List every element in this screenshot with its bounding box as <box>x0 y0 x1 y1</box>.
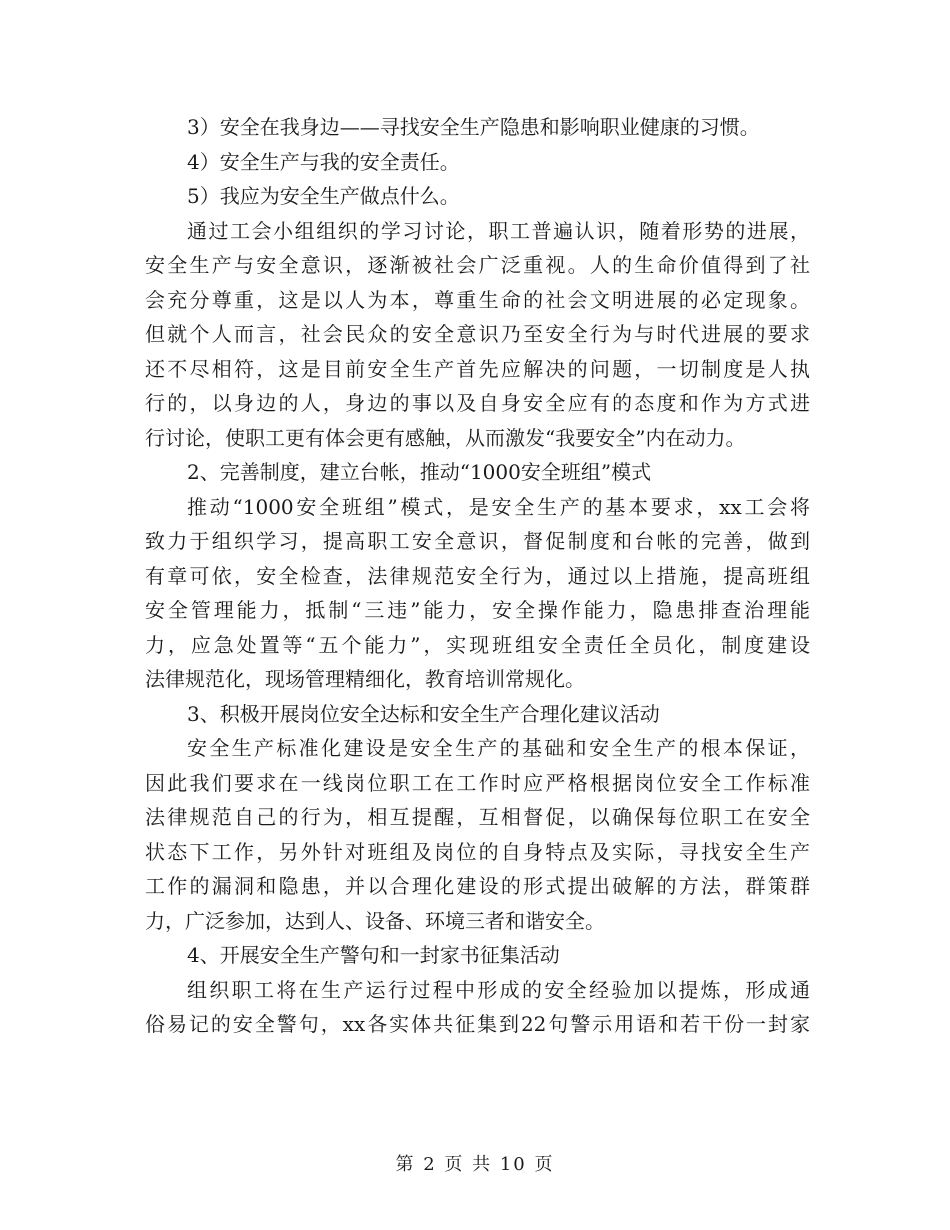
paragraph <box>145 110 810 145</box>
text-line: 2、完善制度，建立台帐，推动“1000安全班组”模式 <box>187 460 652 484</box>
text-line: 5）我应为安全生产做点什么。 <box>187 184 460 208</box>
text-line: 会充分尊重，这是以人为本，尊重生命的社会文明进展的必定现象。 <box>145 287 810 312</box>
text-line: 4）安全生产与我的安全责任。 <box>187 149 460 174</box>
text-line: 致力于组织学习，提高职工安全意识，督促制度和台帐的完善，做到 <box>145 529 810 553</box>
text-line: 俗易记的安全警句，xx各实体共征集到22句警示用语和若干份一封家 <box>145 1012 810 1036</box>
text-line: 力，广泛参加，达到人、设备、环境三者和谐安全。 <box>145 908 605 933</box>
paragraph <box>145 697 810 732</box>
text-line: 因此我们要求在一线岗位职工在工作时应严格根据岗位安全工作标准 <box>145 770 810 795</box>
document-body <box>145 110 810 1042</box>
text-line: 4、开展安全生产警句和一封家书征集活动 <box>187 943 560 967</box>
text-line: 有章可依，安全检查，法律规范安全行为，通过以上措施，提高班组 <box>145 563 810 588</box>
paragraph <box>145 938 810 973</box>
text-line: 安全生产标准化建设是安全生产的基础和安全生产的根本保证， <box>187 736 810 760</box>
paragraph <box>145 455 810 490</box>
text-line: 安全管理能力，抵制“三违”能力，安全操作能力，隐患排查治理能 <box>145 598 810 622</box>
paragraph <box>145 731 810 938</box>
text-line: 工作的漏洞和隐患，并以合理化建设的形式提出破解的方法，群策群 <box>145 874 810 898</box>
text-line: 法律规范化，现场管理精细化，教育培训常规化。 <box>145 667 585 691</box>
page-footer: 第 2 页 共 10 页 <box>395 1154 555 1175</box>
paragraph <box>145 973 810 1042</box>
text-line: 3）安全在我身边——寻找安全生产隐患和影响职业健康的习惯。 <box>187 115 760 139</box>
text-line: 3、积极开展岗位安全达标和安全生产合理化建议活动 <box>187 701 660 726</box>
text-line: 行的，以身边的人，身边的事以及自身安全应有的态度和作为方式进 <box>145 391 810 415</box>
text-line: 组织职工将在生产运行过程中形成的安全经验加以提炼，形成通 <box>187 977 810 1002</box>
paragraph <box>145 490 810 697</box>
text-line: 状态下工作，另外针对班组及岗位的自身特点及实际，寻找安全生产 <box>145 839 810 864</box>
text-line: 推动“1000安全班组”模式，是安全生产的基本要求，xx工会将 <box>187 494 810 519</box>
paragraph <box>145 214 810 456</box>
text-line: 力，应急处置等“五个能力”，实现班组安全责任全员化，制度建设 <box>145 632 810 657</box>
text-line: 法律规范自己的行为，相互提醒，互相督促，以确保每位职工在安全 <box>145 805 810 829</box>
paragraph <box>145 145 810 180</box>
text-line: 行讨论，使职工更有体会更有感触，从而激发“我要安全”内在动力。 <box>145 425 746 450</box>
text-line: 通过工会小组组织的学习讨论，职工普遍认识，随着形势的进展， <box>187 218 810 243</box>
text-line: 安全生产与安全意识，逐渐被社会广泛重视。人的生命价值得到了社 <box>145 253 810 277</box>
text-line: 但就个人而言，社会民众的安全意识乃至安全行为与时代进展的要求 <box>145 322 810 346</box>
text-line: 还不尽相符，这是目前安全生产首先应解决的问题，一切制度是人执 <box>145 356 810 381</box>
paragraph <box>145 179 810 214</box>
